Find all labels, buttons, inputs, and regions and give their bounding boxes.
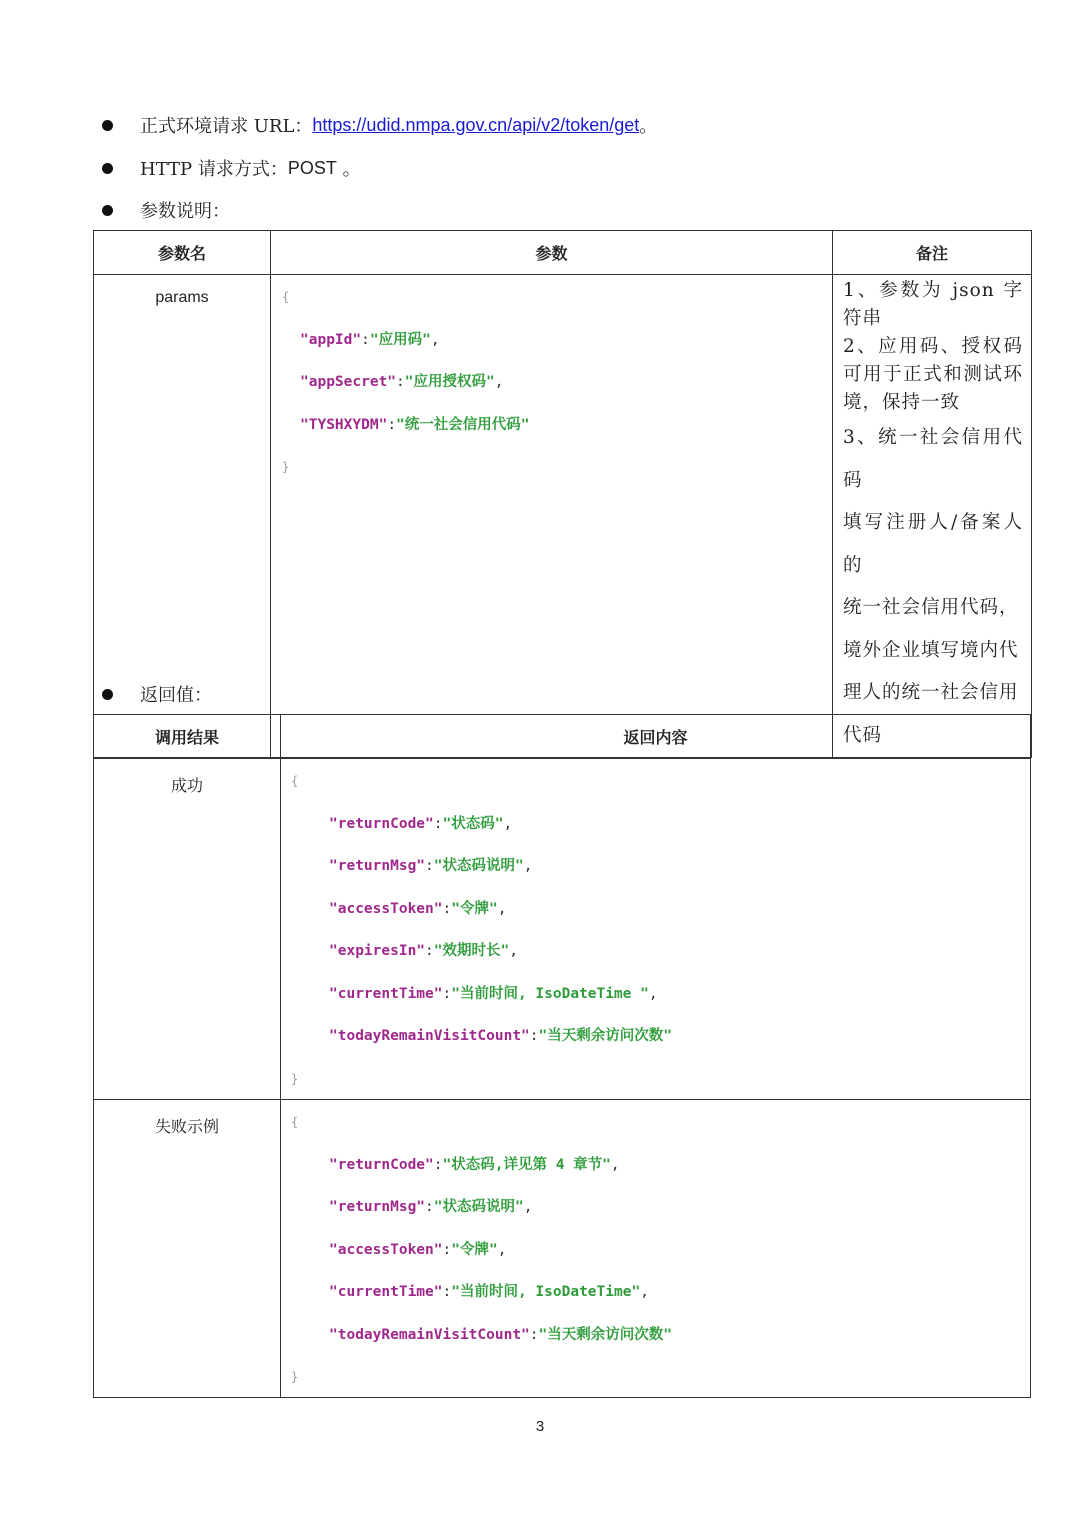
note-line: 理人的统一社会信用 xyxy=(843,682,1019,703)
json-key: "appId" xyxy=(300,331,362,348)
json-key: "returnMsg" xyxy=(329,1199,426,1215)
failure-row xyxy=(94,1100,1031,1398)
json-key: "accessToken" xyxy=(329,900,443,917)
json-trail: , xyxy=(497,900,507,917)
json-line xyxy=(300,330,832,373)
bullet-method xyxy=(102,155,361,181)
json-key: "accessToken" xyxy=(329,1241,443,1258)
bullet-url xyxy=(102,112,657,138)
json-value: "当天剩余访问次数" xyxy=(538,1028,672,1044)
json-trail: , xyxy=(430,331,440,348)
param-notes xyxy=(833,275,1032,758)
json-colon: : xyxy=(425,943,434,959)
note-line: 统一社会信用代码， xyxy=(843,597,1019,618)
json-trail: , xyxy=(610,1156,620,1173)
url-suffix: 。 xyxy=(639,116,658,137)
json-colon: : xyxy=(387,416,397,433)
json-value: "状态码说明" xyxy=(433,858,524,874)
json-value: "当天剩余访问次数" xyxy=(538,1326,672,1343)
json-line xyxy=(329,984,1030,1027)
json-value: "状态码说明" xyxy=(433,1199,524,1215)
json-colon: : xyxy=(425,858,434,874)
param-json xyxy=(271,275,833,758)
json-key: "returnCode" xyxy=(329,1156,434,1173)
method-label: HTTP 请求方式： xyxy=(140,159,288,180)
json-colon: : xyxy=(425,1199,434,1215)
json-colon: : xyxy=(442,1284,452,1300)
params-label: 参数说明： xyxy=(140,201,230,222)
json-value: "状态码" xyxy=(442,815,504,832)
note-line: 代码 xyxy=(843,724,883,746)
bullet-dot xyxy=(102,205,113,216)
json-trail: , xyxy=(640,1284,649,1300)
json-line xyxy=(329,1325,1030,1368)
json-value: "应用授权码" xyxy=(404,374,495,390)
json-key: "returnCode" xyxy=(329,815,434,832)
json-line xyxy=(329,856,1030,899)
brace-open: { xyxy=(291,1115,299,1129)
brace-close: } xyxy=(291,1071,299,1086)
json-colon: : xyxy=(442,900,452,917)
json-colon: : xyxy=(442,1241,452,1258)
note-line: 1、参数为 json 字符串 xyxy=(843,280,1023,329)
json-key: "currentTime" xyxy=(329,1284,443,1300)
failure-label: 失败示例 xyxy=(94,1100,281,1398)
json-line xyxy=(329,1197,1030,1240)
note-line: 境外企业填写境内代 xyxy=(843,639,1019,661)
params-table xyxy=(93,230,1032,758)
json-colon: : xyxy=(433,815,443,832)
brace-close: } xyxy=(291,1370,299,1384)
bullet-return xyxy=(102,681,212,707)
json-key: "todayRemainVisitCount" xyxy=(329,1028,530,1044)
header-param-name: 参数名 xyxy=(94,231,271,275)
brace-open: { xyxy=(282,290,290,304)
brace-open: { xyxy=(291,774,299,788)
json-value: "统一社会信用代码" xyxy=(396,416,530,433)
bullet-dot xyxy=(102,163,113,174)
json-line xyxy=(329,899,1030,942)
note-line: 填写注册人/备案人的 xyxy=(843,512,1023,576)
json-line xyxy=(329,814,1030,857)
success-row xyxy=(94,759,1031,1100)
json-trail: , xyxy=(497,1241,507,1258)
json-line xyxy=(300,372,832,415)
json-colon: : xyxy=(396,374,405,390)
json-trail: , xyxy=(509,943,518,959)
success-label: 成功 xyxy=(94,759,281,1100)
page-number: 3 xyxy=(535,1418,545,1435)
note-line: 3、统一社会信用代码 xyxy=(843,427,1023,491)
return-label: 返回值： xyxy=(140,685,212,706)
json-trail: , xyxy=(503,815,513,832)
params-table-row xyxy=(94,275,1032,758)
url-label: 正式环境请求 URL： xyxy=(140,116,313,137)
bullet-dot xyxy=(102,689,113,700)
json-line xyxy=(329,1240,1030,1283)
json-trail: , xyxy=(648,985,658,1002)
header-return-content: 返回内容 xyxy=(281,715,1031,759)
header-param: 参数 xyxy=(271,231,833,275)
params-table-header xyxy=(94,231,1032,275)
json-value: "令牌" xyxy=(451,1241,498,1258)
json-value: "应用码" xyxy=(369,331,431,348)
json-key: "TYSHXYDM" xyxy=(300,416,388,433)
json-value: "效期时长" xyxy=(433,943,510,959)
brace-close: } xyxy=(282,460,290,474)
json-value: "令牌" xyxy=(451,900,498,917)
header-remark: 备注 xyxy=(833,231,1032,275)
json-key: "todayRemainVisitCount" xyxy=(329,1326,530,1343)
json-colon: : xyxy=(442,985,452,1002)
json-line xyxy=(300,415,832,458)
note-line: 2、应用码、授权码可用于正式和测试环境，保持一致 xyxy=(843,336,1023,413)
json-line xyxy=(329,1282,1030,1325)
bullet-dot xyxy=(102,120,113,131)
api-url-link[interactable]: https://udid.nmpa.gov.cn/api/v2/token/get xyxy=(312,114,640,135)
json-value: "当前时间, IsoDateTime " xyxy=(451,985,649,1002)
json-key: "returnMsg" xyxy=(329,858,426,874)
json-line xyxy=(329,1155,1030,1198)
failure-json xyxy=(281,1100,1031,1398)
param-name: params xyxy=(94,275,271,758)
method-suffix: 。 xyxy=(336,159,361,180)
return-table xyxy=(93,714,1031,1398)
json-colon: : xyxy=(433,1156,443,1173)
return-table-header xyxy=(94,715,1031,759)
json-key: "currentTime" xyxy=(329,985,443,1002)
header-call-result: 调用结果 xyxy=(94,715,281,759)
json-trail: , xyxy=(523,858,533,874)
json-colon: : xyxy=(361,331,370,348)
json-line xyxy=(329,1026,1030,1069)
method-value: POST xyxy=(287,157,337,178)
json-trail: , xyxy=(494,374,504,390)
json-trail: , xyxy=(523,1199,533,1215)
success-json xyxy=(281,759,1031,1100)
json-key: "appSecret" xyxy=(300,374,397,390)
bullet-params xyxy=(102,197,230,223)
json-value: "当前时间, IsoDateTime" xyxy=(451,1284,641,1300)
json-value: "状态码,详见第 4 章节" xyxy=(442,1156,611,1173)
json-key: "expiresIn" xyxy=(329,943,426,959)
json-colon: : xyxy=(529,1326,539,1343)
json-line xyxy=(329,941,1030,984)
json-colon: : xyxy=(529,1028,539,1044)
